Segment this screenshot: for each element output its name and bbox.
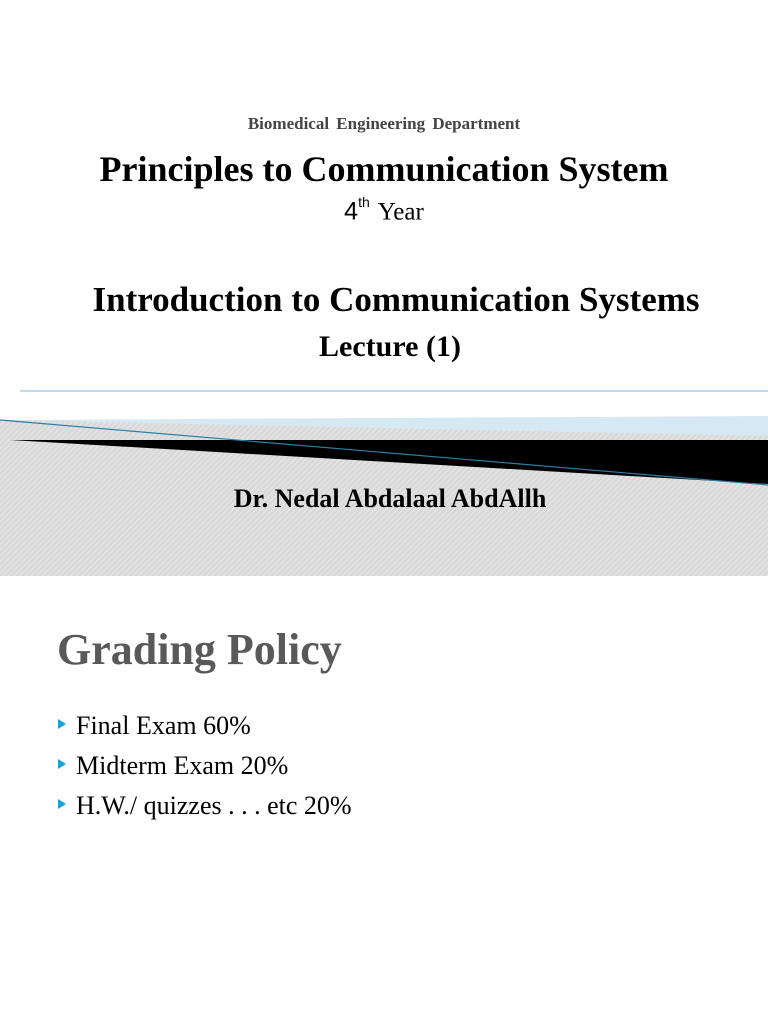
triangle-bullet-icon <box>58 759 66 769</box>
list-item-text: H.W./ quizzes . . . etc 20% <box>76 791 352 820</box>
list-item <box>58 706 352 746</box>
lecture-title: Introduction to Communication Systems <box>92 280 700 319</box>
grading-list <box>58 706 352 826</box>
list-item <box>58 746 352 786</box>
lecture-number: Lecture (1) <box>319 330 461 363</box>
year-label <box>0 194 768 226</box>
grading-heading: Grading Policy <box>57 625 342 674</box>
year-suffix: th <box>358 194 370 210</box>
triangle-bullet-icon <box>58 719 66 729</box>
triangle-bullet-icon <box>58 799 66 809</box>
list-item <box>58 786 352 826</box>
year-number: 4 <box>344 197 359 226</box>
course-title: Principles to Communication System <box>99 149 669 189</box>
author-name: Dr. Nedal Abdalaal AbdAllh <box>233 484 547 513</box>
decorative-band <box>0 380 768 576</box>
department-label: Biomedical Engineering Department <box>247 114 521 133</box>
list-item-text: Midterm Exam 20% <box>76 751 289 780</box>
list-item-text: Final Exam 60% <box>76 711 251 740</box>
year-word: Year <box>377 198 424 226</box>
grading-slide <box>0 576 768 1024</box>
